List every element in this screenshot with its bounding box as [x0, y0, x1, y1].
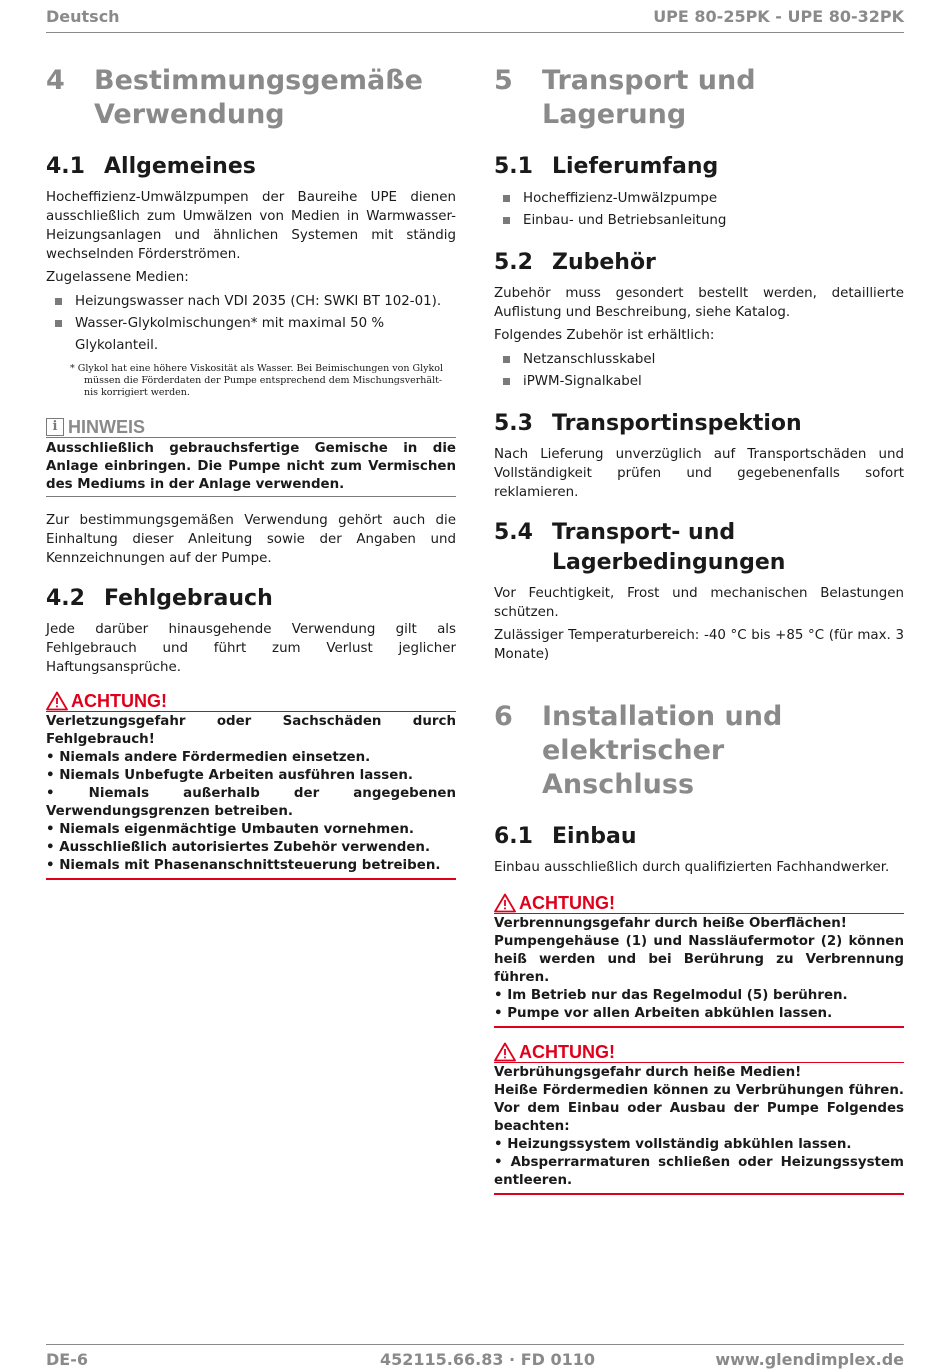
paragraph: Jede darüber hinausgehende Verwendung gilt als Fehlgebrauch und führt zum Verlust jeglicher Haftungsansprüche. — [46, 622, 456, 675]
section-5-1-heading: 5.1 Lieferumfang — [494, 154, 719, 179]
paragraph: Zubehör muss gesondert bestellt werden, detaillierte Auflistung und Beschreibung, siehe Katalog. — [494, 286, 904, 320]
warning-icon — [494, 893, 516, 913]
paragraph: Nach Lieferung unverzüglich auf Transportschäden und Vollständigkeit prüfen und gegebenenfalls sofort reklamieren. — [494, 447, 904, 500]
website-link[interactable]: www.glendimplex.de — [715, 1350, 904, 1369]
info-icon: i — [46, 418, 64, 436]
section-6-heading: 6 Installation und elektrischer Anschluss — [494, 701, 783, 800]
paragraph: Vor Feuchtigkeit, Frost und mechanischen Belastungen schützen. — [494, 586, 904, 620]
page-footer — [46, 1344, 904, 1371]
paragraph: Einbau ausschließlich durch qualifizierten Fachhandwerker. — [494, 860, 890, 875]
accessory-list — [494, 349, 904, 393]
paragraph: Zugelassene Medien: — [46, 270, 189, 285]
list-item: iPWM-Signalkabel — [494, 371, 904, 393]
paragraph: Zur bestimmungsgemäßen Verwendung gehört auch die Einhaltung dieser Anleitung sowie der Angaben und Kennzeichnungen auf der Pumpe. — [46, 513, 456, 566]
section-4-heading: 4 Bestimmungsgemäße Verwendung — [46, 65, 423, 130]
document-number: 452115.66.83 · FD 0110 — [380, 1350, 596, 1369]
right-column — [494, 64, 904, 1195]
section-5-2-heading: 5.2 Zubehör — [494, 250, 656, 275]
section-4-2-heading: 4.2 Fehlgebrauch — [46, 586, 273, 611]
notice-box: i HINWEIS Ausschließlich gebrauchsfertige Gemische in die Anlage einbringen. Die Pumpe nicht zum Vermischen des Mediums in der Anlage verwenden. — [46, 417, 456, 497]
page-header — [46, 6, 904, 33]
list-item: Netzanschlusskabel — [494, 349, 904, 371]
section-4-1-heading: 4.1 Allgemeines — [46, 154, 256, 179]
list-item: Einbau- und Betriebsanleitung — [494, 210, 904, 232]
header-language: Deutsch — [46, 7, 120, 26]
page-number: DE-6 — [46, 1350, 88, 1369]
header-model: UPE 80-25PK - UPE 80-32PK — [653, 7, 904, 26]
warning-icon — [46, 691, 68, 711]
paragraph: Zulässiger Temperaturbereich: -40 °C bis +85 °C (für max. 3 Monate) — [494, 628, 904, 662]
warning-box: ACHTUNG! Verbrühungsgefahr durch heiße Medien! Heiße Fördermedien können zu Verbrühungen führen. Vor dem Einbau oder Ausbau der Pumpe Folgendes beachten: • Heizungssystem vollständig abkühlen lassen. • Absperrarmaturen schließen oder Heizungssystem entleeren. — [494, 1042, 904, 1195]
delivery-list — [494, 188, 904, 232]
section-6-1-heading: 6.1 Einbau — [494, 824, 637, 849]
section-5-heading: 5 Transport und Lagerung — [494, 65, 756, 130]
list-item: Wasser-Glykolmischungen* mit maximal 50 % Glykolanteil. — [46, 313, 456, 357]
media-list — [46, 291, 456, 357]
paragraph: Folgendes Zubehör ist erhältlich: — [494, 328, 715, 343]
section-5-4-heading: 5.4 Transport- und Lagerbedingungen — [494, 520, 786, 575]
paragraph: Hocheffizienz-Umwälzpumpen der Baureihe UPE dienen ausschließlich zum Umwälzen von Medien in Warmwasser-Heizungsanlagen und ähnlichen Systemen mit ständig wechselnden Förderströmen. — [46, 190, 456, 262]
warning-icon — [494, 1042, 516, 1062]
footnote: * Glykol hat eine höhere Viskosität als Wasser. Bei Beimischungen von Glykol müssen die Förderdaten der Pumpe entsprechend dem Mischungsverhält- nis korrigiert werden. — [70, 363, 444, 398]
list-item: Hocheffizienz-Umwälzpumpe — [494, 188, 904, 210]
section-5-3-heading: 5.3 Transportinspektion — [494, 411, 802, 436]
left-column — [46, 64, 456, 880]
warning-box: ACHTUNG! Verbrennungsgefahr durch heiße Oberflächen! Pumpengehäuse (1) und Nassläufermotor (2) können heiß werden und bei Berührung zu Verbrennung führen. • Im Betrieb nur das Regelmodul (5) berühren. • Pumpe vor allen Arbeiten abkühlen lassen. — [494, 893, 904, 1028]
warning-box: ACHTUNG! Verletzungsgefahr oder Sachschäden durch Fehlgebrauch! • Niemals andere Fördermedien einsetzen. • Niemals Unbefugte Arbeiten ausführen lassen. • Niemals außerhalb der angegebenen Verwendungsgrenzen betreiben. • Niemals eigenmächtige Umbauten vornehmen. • Ausschließlich autorisiertes Zubehör verwenden. • Niemals mit Phasenanschnittsteuerung betreiben. — [46, 691, 456, 880]
list-item: Heizungswasser nach VDI 2035 (CH: SWKI BT 102-01). — [46, 291, 456, 313]
